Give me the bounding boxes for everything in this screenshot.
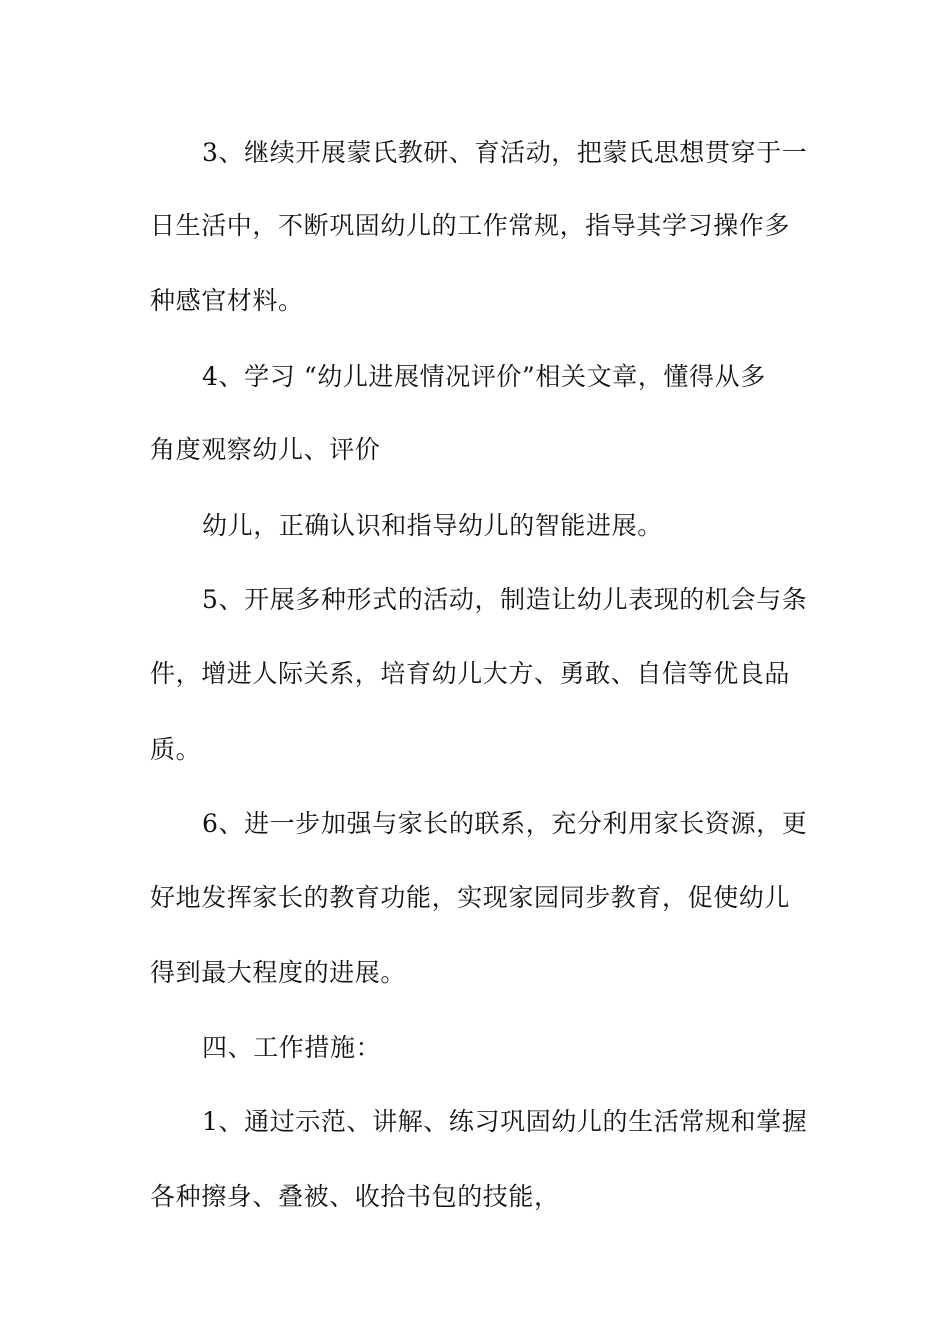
paragraph-5-line-1: 5、开展多种形式的活动，制造让幼儿表现的机会与条 (202, 585, 808, 614)
paragraph-3-line-2: 日生活中，不断巩固幼儿的工作常规，指导其学习操作多 (150, 211, 791, 240)
paragraph-3-line-3: 种感官材料。 (150, 286, 304, 315)
paragraph-6-line-3: 得到最大程度的进展。 (150, 958, 407, 987)
paragraph-6-line-1: 6、进一步加强与家长的联系，充分利用家长资源，更 (202, 809, 808, 838)
paragraph-5-line-3: 质。 (150, 735, 202, 764)
paragraph-6-line-2: 好地发挥家长的教育功能，实现家园同步教育，促使幼儿 (150, 883, 791, 912)
paragraph-3-line-1: 3、继续开展蒙氏教研、育活动，把蒙氏思想贯穿于一 (202, 138, 808, 167)
measure-1-line-2: 各种擦身、叠被、收拾书包的技能， (150, 1182, 560, 1211)
section-heading: 四、工作措施： (202, 1033, 382, 1062)
paragraph-4-line-2: 角度观察幼儿、评价 (150, 435, 381, 464)
measure-1-line-1: 1、通过示范、讲解、练习巩固幼儿的生活常规和掌握 (202, 1107, 808, 1136)
paragraph-5-line-2: 件，增进人际关系，培育幼儿大方、勇敢、自信等优良品 (150, 659, 791, 688)
paragraph-4-line-3: 幼儿，正确认识和指导幼儿的智能进展。 (202, 511, 663, 540)
paragraph-4-line-1: 4、学习 “幼儿进展情况评价”相关文章，懂得从多 (202, 362, 766, 391)
